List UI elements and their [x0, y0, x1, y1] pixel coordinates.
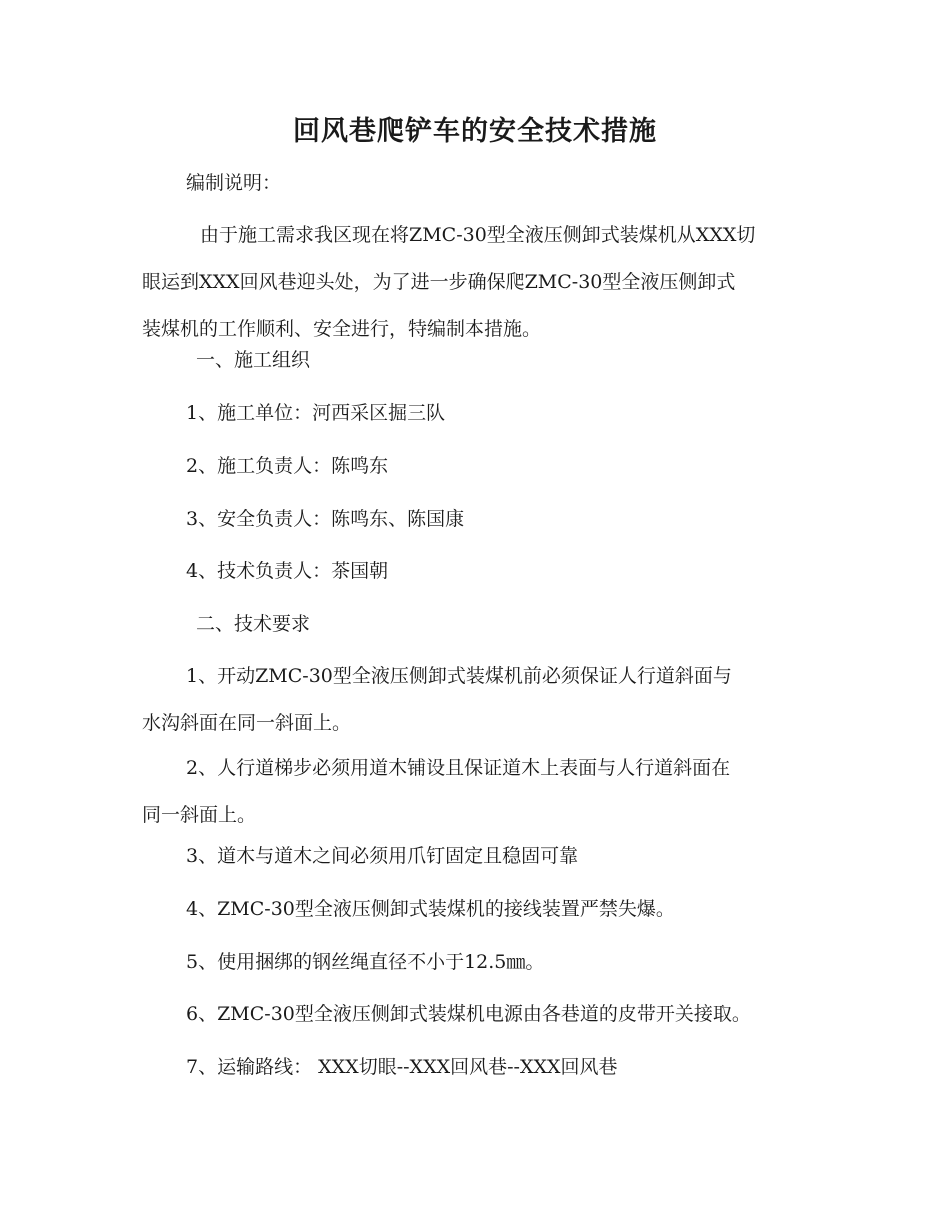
intro-line-3: 装煤机的工作顺利、安全进行，特编制本措施。 [142, 318, 542, 340]
section2-item-2 [142, 755, 814, 828]
section2-item-3: 3、道木与道木之间必须用爪钉固定且稳固可靠 [186, 845, 579, 867]
section1-item-4: 4、技术负责人：茶国朝 [186, 560, 389, 582]
section2-item-1-line-2: 水沟斜面在同一斜面上。 [142, 712, 352, 734]
section1-item-1: 1、施工单位：河西采区掘三队 [186, 402, 446, 424]
section1-item-2: 2、施工负责人：陈鸣东 [186, 455, 389, 477]
section2-item-1 [142, 663, 814, 736]
section2-item-4: 4、ZMC-30型全液压侧卸式装煤机的接线装置严禁失爆。 [186, 898, 675, 920]
intro-line-1: 由于施工需求我区现在将ZMC-30型全液压侧卸式装煤机从XXX切 [200, 224, 756, 246]
section2-item-7: 7、运输路线： XXX切眼--XXX回风巷--XXX回风巷 [186, 1056, 618, 1078]
document-title: 回风巷爬铲车的安全技术措施 [293, 116, 657, 147]
section1-heading: 一、施工组织 [196, 349, 311, 371]
section2-item-1-line-1: 1、开动ZMC-30型全液压侧卸式装煤机前必须保证人行道斜面与 [186, 665, 732, 687]
intro-line-2: 眼运到XXX回风巷迎头处，为了进一步确保爬ZMC-30型全液压侧卸式 [142, 271, 736, 293]
section2-item-2-line-1: 2、人行道梯步必须用道木铺设且保证道木上表面与人行道斜面在 [186, 757, 731, 779]
section1-item-3: 3、安全负责人：陈鸣东、陈国康 [186, 508, 465, 530]
intro-paragraph [142, 222, 814, 342]
section2-heading: 二、技术要求 [196, 613, 311, 635]
intro-heading: 编制说明： [186, 172, 282, 194]
section2-item-2-line-2: 同一斜面上。 [142, 804, 257, 826]
section2-item-5: 5、使用捆绑的钢丝绳直径不小于12.5㎜。 [186, 951, 545, 973]
section2-item-6: 6、ZMC-30型全液压侧卸式装煤机电源由各巷道的皮带开关接取。 [186, 1003, 751, 1025]
